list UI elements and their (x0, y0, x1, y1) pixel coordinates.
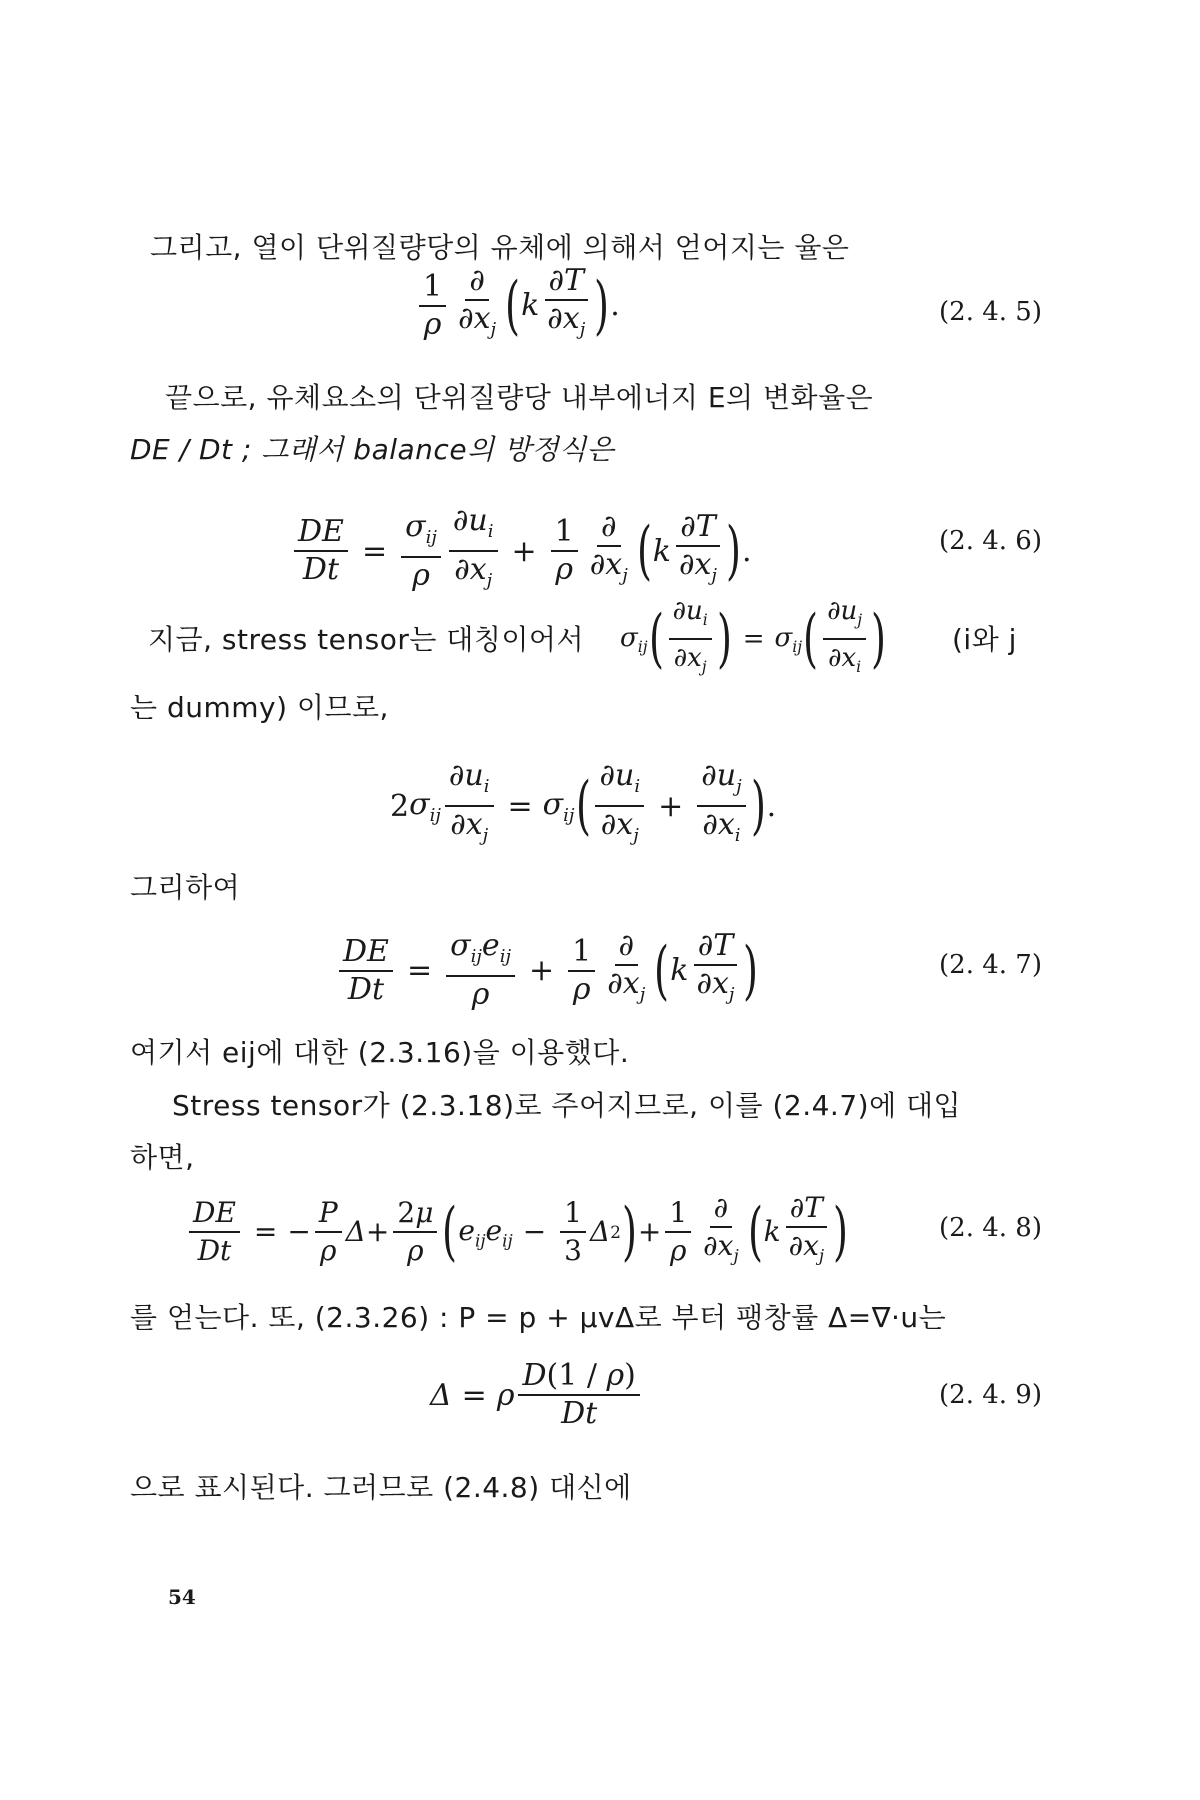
equation-number-2-4-8: (2. 4. 8) (939, 1213, 1042, 1243)
paragraph-line-1: 그리고, 열이 단위질량당의 유체에 의해서 얻어지는 율은 (150, 231, 850, 264)
equation-number-2-4-9: (2. 4. 9) (939, 1380, 1042, 1410)
equation-number-2-4-5: (2. 4. 5) (939, 297, 1042, 327)
paragraph-line-7: 여기서 eij에 대한 (2.3.16)을 이용했다. (130, 1036, 630, 1069)
paragraph-line-8: Stress tensor가 (2.3.18)로 주어지므로, 이를 (2.4.7)에 대입 (172, 1089, 962, 1122)
paragraph-line-2: 끝으로, 유체요소의 단위질량당 내부에너지 E의 변화율은 (165, 381, 874, 414)
paragraph-line-4-end: (i와 j (952, 623, 1017, 656)
paragraph-line-11: 으로 표시된다. 그러므로 (2.4.8) 대신에 (130, 1471, 632, 1504)
equation-2-4-7: $\frac{DE}{Dt}$ = $\frac{\sigma_{ij}e_{ij}}{\rho}$ + $\frac{1}{\rho}$ $\frac{\partial}{\partial x_j}$ ( k $\frac{\partial T}{\partial x_j}$ ) (335, 930, 759, 1011)
equation-number-2-4-7: (2. 4. 7) (939, 950, 1042, 980)
paragraph-line-4: 지금, stress tensor는 대칭이어서 (148, 623, 585, 656)
page-number: 54 (168, 1585, 196, 1609)
paragraph-line-5: 는 dummy) 이므로, (130, 691, 389, 724)
paragraph-line-9: 하면, (130, 1141, 195, 1174)
paragraph-line-3: DE / Dt ; 그래서 balance의 방정식은 (130, 433, 615, 466)
equation-number-2-4-6: (2. 4. 6) (939, 526, 1042, 556)
equation-sigma-identity: 2 $\sigma_{ij}$ $\frac{\partial u_i}{\partial x_j}$ = $\sigma_{ij}$ ( $\frac{\partial u_i}{\partial x_j}$ + $\frac{\partial u_j}{\partial x_i}$ ) . (390, 758, 777, 846)
equation-2-4-9: Δ = ρ $\frac{D(1 / \rho)}{Dt}$ (430, 1360, 644, 1430)
equation-2-4-8: $\frac{DE}{Dt}$ = − $\frac{P}{\rho}$ Δ + $\frac{2\mu}{\rho}$ ( $e_{ij}e_{ij}$ − $\frac{1}{3}$ Δ 2 ) + $\frac{1}{\rho}$ $\frac{\partial}{\partial x_j}$ ( k $\frac{\partial T}{\partial x_j}$ ) (185, 1192, 849, 1272)
paragraph-line-6: 그리하여 (130, 871, 241, 904)
equation-2-4-5: $\frac{1}{\rho}$ $\frac{\partial}{\partial x_j}$ ( k $\frac{\partial T}{\partial x_j}$ ) . (415, 265, 620, 346)
paragraph-line-10: 를 얻는다. 또, (2.3.26) : P = p + μvΔ로 부터 팽창률 Δ=∇·u는 (130, 1301, 947, 1334)
inline-equation-symmetry: $\sigma_{ij}$ ( $\frac{\partial u_i}{\partial x_j}$ ) = $\sigma_{ij}$ ( $\frac{\partial u_j}{\partial x_i}$ ) (620, 596, 887, 677)
equation-2-4-6: $\frac{DE}{Dt}$ = $\frac{\sigma_{ij}}{\rho}$ $\frac{\partial u_i}{\partial x_j}$ + $\frac{1}{\rho}$ $\frac{\partial}{\partial x_j}$ ( k $\frac{\partial T}{\partial x_j}$ ) . (290, 505, 752, 597)
